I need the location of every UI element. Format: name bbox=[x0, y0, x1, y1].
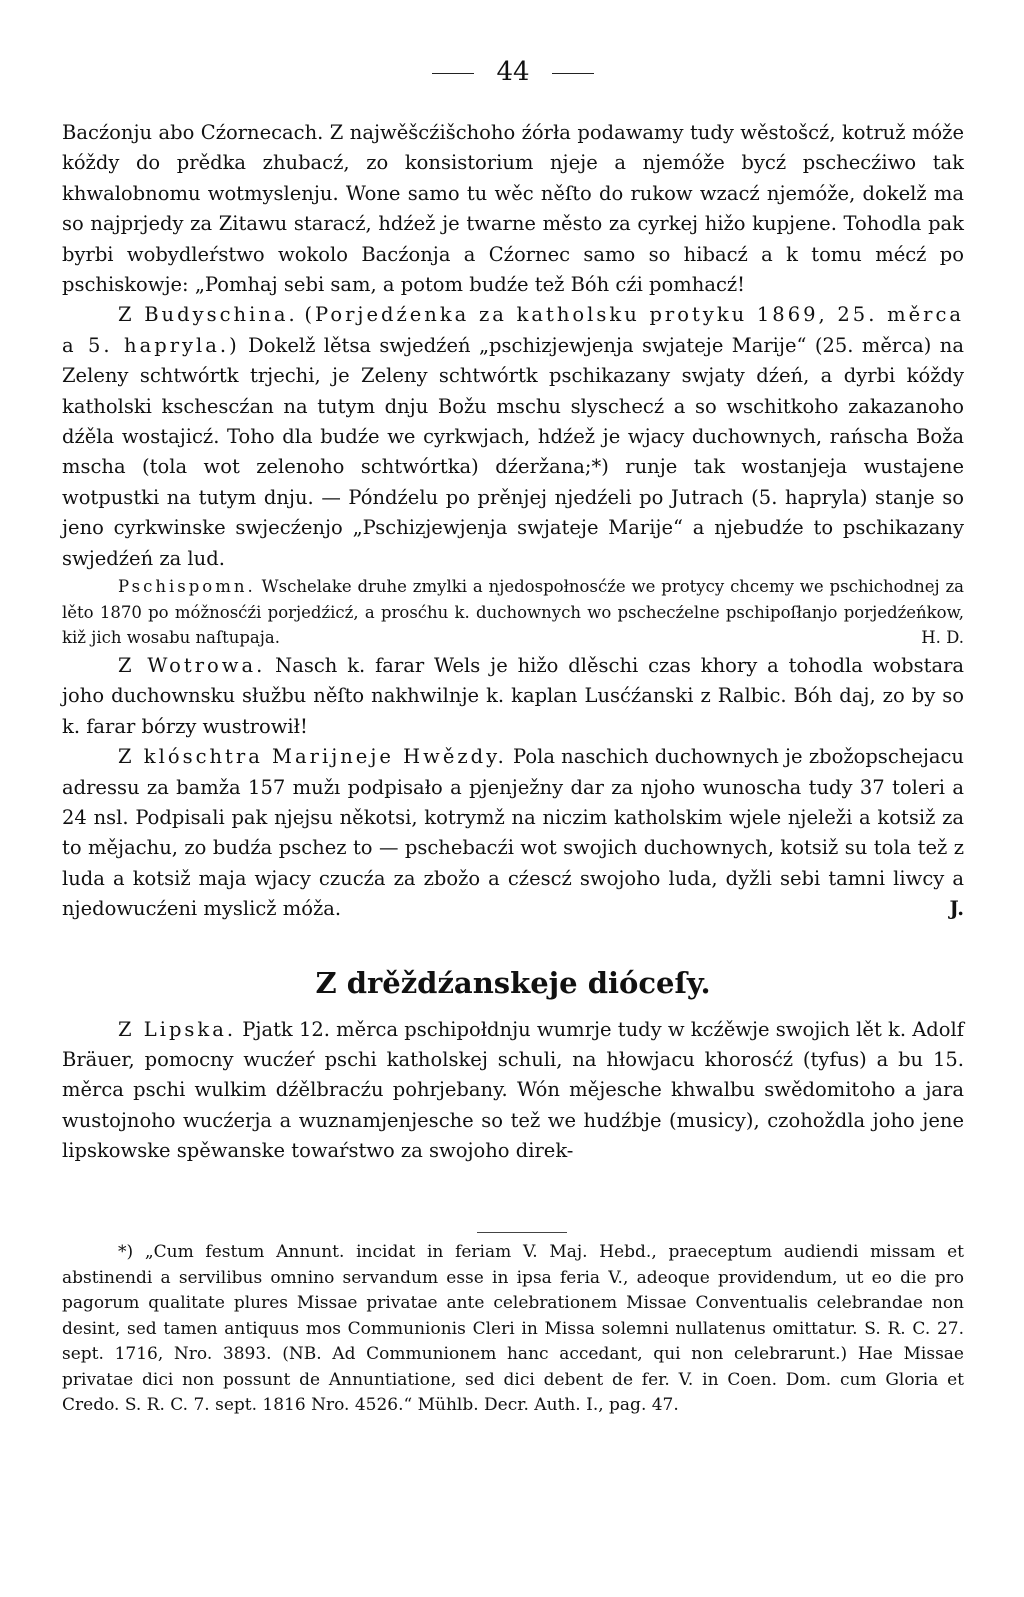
paragraph-budyschin bbox=[62, 300, 964, 574]
note-text: Wschelake druhe zmylki a njedospołnosćźe we protycy chcemy we pschichodnej za lěto 1870 po móžnosćźi porjedźicź, a prosćhu k. duchownych wo pschecźelne pschipoſłanjo porjedźeńkow, kiž jich wosabu naſtupaja. bbox=[62, 577, 965, 648]
text-lipsk: Pjatk 12. měrca pschipołdnju wumrje tudy w kcźěwje swojich lět k. Adolf Bräuer, pomocny wucźeŕ pschi katholskej schuli, na hłowjacu khorosćź (tyfus) a bu 15. měrca pschi wulkim dźělbracźu pohrjebany. Wón mějesche khwalbu swědomitoho a jara wustojnoho wucźerja a wuznamjenjesche so tež we hudźbje (musicy), czohoždla joho jene lipskowske spěwanske towaŕstwo za swojoho direk- bbox=[62, 1017, 964, 1163]
text-budyschin: Dokelž lětsa swjedźeń „pschizjewjenja swjateje Marije“ (25. měrca) na Zeleny schtwórtk trjechi, je Zeleny schtwórtk pschikazany swjaty dźeń, a dyrbi kóždy katholski kschescźan na tutym dnju Božu mschu slyschecź a so wschitkoho zakazanoho dźěla wostajicź. Toho dla budźe we cyrkwjach, hdźež je wjacy duchownych, rańscha Boža mscha (tola wot zelenoho schtwórtka) dźeržana;*) runje tak wostanjeja wustajene wotpustki na tutym dnju. — Póndźelu po prěnjej njedźeli po Jutrach (5. hapryla) stanje so jeno cyrkwinske swjecźenjo „Pschizjewjenja swjateje Marije“ a njebudźe to pschikazany swjedźeń za lud. bbox=[62, 333, 964, 570]
paragraph-marijna-hwezda bbox=[62, 742, 964, 924]
text-marijna-hwezda: Pola naschich duchownych je zbožopschejacu adressu za bamža 157 mužı podpisało a pjenježny dar za njoho wunoscha tudy 37 toleri a 24 nsl. Podpisali pak njejsu někotsi, kotrymž na niczim katholskim wjele njeleži a kotsiž za to mějachu, zo budźa pschez to — pschebacźi wot swojich duchownych, kotsiž su tola tež z luda a kotsiž maja wjacy czucźa za zbožo a cźescź swojoho luda, dyžli sebi tamni liwcy a njedowucźeni myslicž móža. bbox=[62, 745, 964, 921]
section-title: Z drěždźanskeje dióceſy. bbox=[315, 965, 711, 1000]
note-signature: H. D. bbox=[921, 628, 964, 648]
place-wotrow: Z Wotrowa. bbox=[118, 653, 266, 677]
paragraph-lipsk bbox=[62, 1015, 964, 1167]
footnote-text: *) „Cum festum Annunt. incidat in feriam V. Maj. Hebd., praeceptum audiendi missam et abstinendi a servilibus omnino servandum esse in ipsa feria V., adeoque providendum, ut eo die pro pagorum qualitate plures Missae privatae ante celebrationem Missae Conventualis celebrandae non desint, sed tamen antiquus mos Communionis Cleri in Missa solemni nullatenus omittatur. S. R. C. 27. sept. 1716, Nro. 3893. (NB. Ad Communionem hanc accedant, qui non celebrarunt.) Hae Missae privatae dici non possunt de Annuntiatione, sed dici debent de fer. V. in Coen. Dom. cum Gloria et Credo. S. R. C. 7. sept. 1816 Nro. 4526.“ Mühlb. Decr. Auth. I., pag. 47. bbox=[62, 1242, 964, 1415]
place-lipsk: Z Lipska. bbox=[118, 1017, 237, 1041]
heading-porjedzenka: (Porjedźenka za katholsku protyku 1869, 25. měrca a 5. hapryla.) bbox=[62, 303, 964, 357]
note-label: Pschispomn. bbox=[118, 577, 256, 597]
main-text bbox=[62, 118, 964, 1167]
place-budyschin: Z Budyschina. bbox=[118, 303, 298, 327]
note-pschispomn bbox=[62, 574, 964, 651]
paragraph-baczon: Bacźonju abo Cźornecach. Z najwěšcźišchoho źórła podawamy tudy wěstošcź, kotruž móže kóždy do prědka zhubacź, zo konsistorium njeje a njemóže bycź pschecźiwo tak khwalobnomu wotmyslenju. Wone samo tu wěc něſto do rukow wzacź njemóže, dokelž ma so najprjedy za Zitawu staracź, hdźež je twarne město za cyrkej hižo kupjene. Tohodla pak byrbi wobydleŕstwo wokolo Bacźonja a Cźornec samo so hibacź a k tomu mécź po pschiskowje: „Pomhaj sebi sam, a potom budźe tež Bóh cźi pomhacź! bbox=[62, 121, 964, 297]
document-page bbox=[62, 0, 964, 1597]
header-dash-right bbox=[552, 73, 594, 74]
page-number: 44 bbox=[496, 57, 530, 87]
paragraph-wotrow bbox=[62, 651, 964, 742]
footnote-rule bbox=[477, 1232, 567, 1233]
text-wotrow: Nasch k. farar Wels je hižo dlěschi czas khory a tohodla wobstara joho duchownsku słužbu něſto nakhwilnje k. kaplan Lusćźanski z Ralbic. Bóh daj, zo by so k. farar bórzy wustrowił! bbox=[62, 653, 965, 738]
place-marijna-hwezda: Z klóschtra Marijneje Hwězdy. bbox=[118, 745, 507, 769]
signature-j: J. bbox=[949, 897, 964, 921]
header-dash-left bbox=[432, 73, 474, 74]
page-header bbox=[62, 52, 964, 92]
footnote bbox=[62, 1240, 964, 1419]
